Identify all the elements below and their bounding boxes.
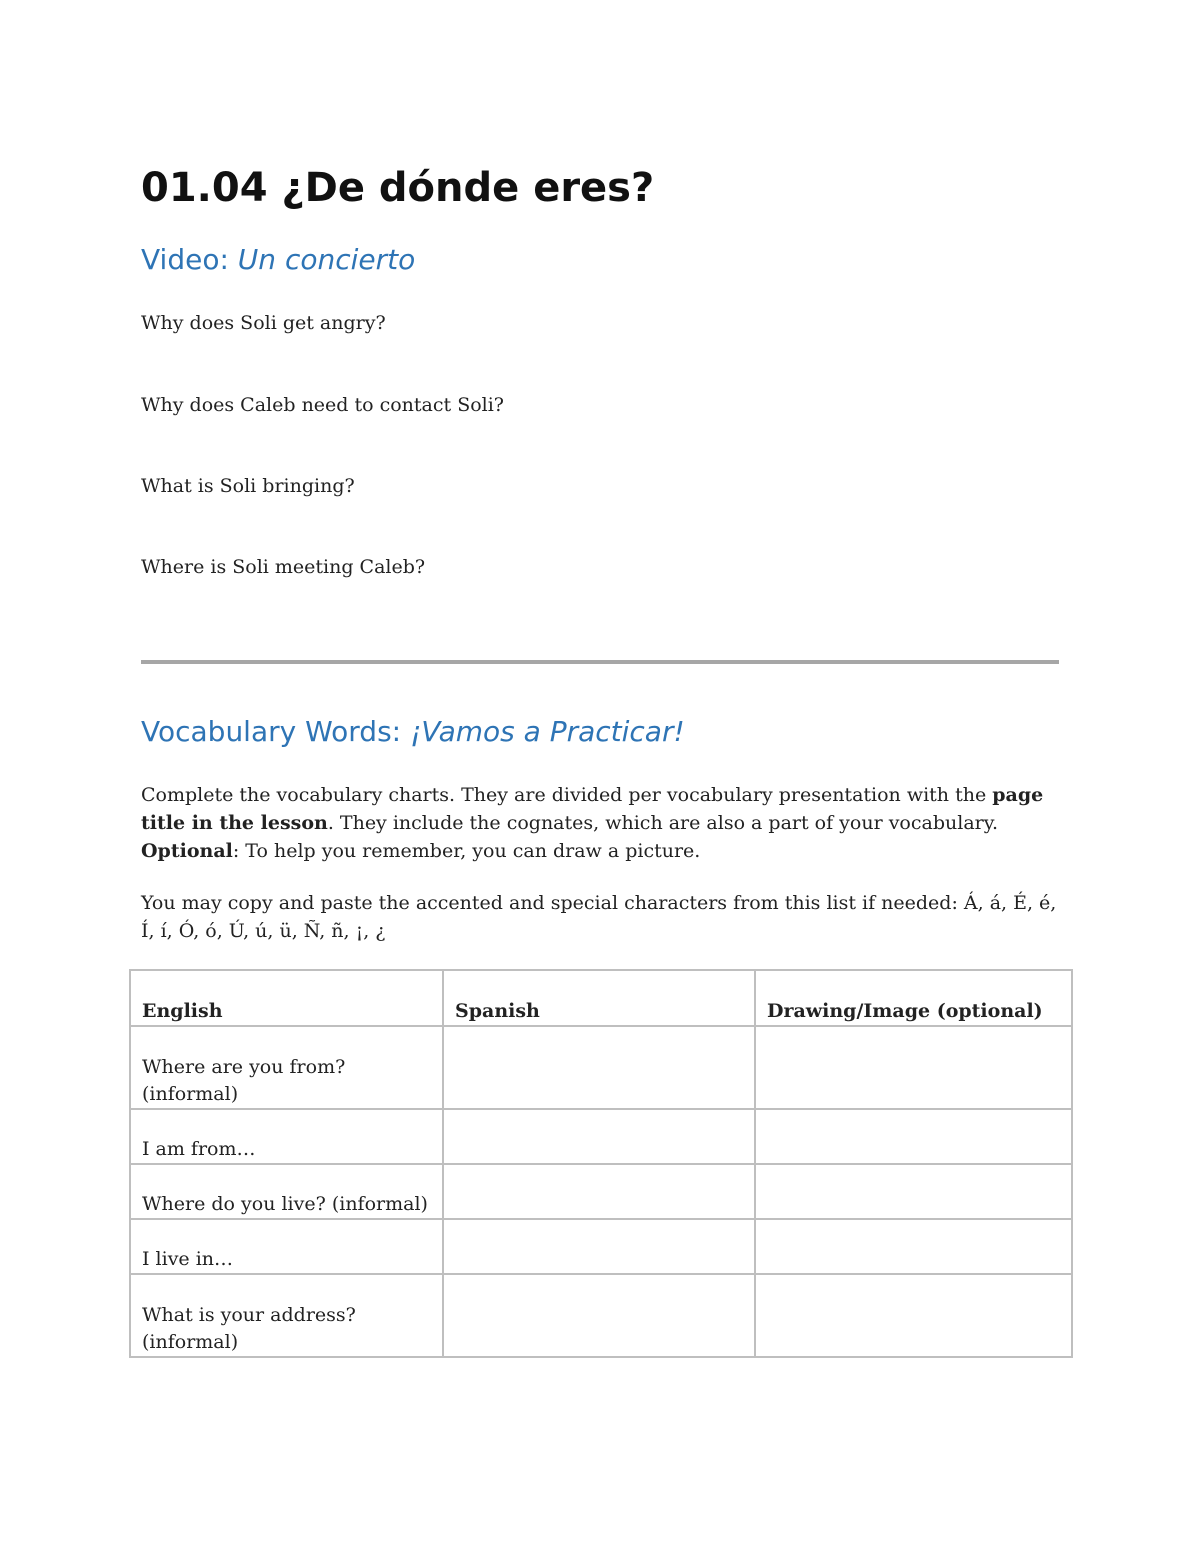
- spanish-cell[interactable]: [443, 1026, 755, 1109]
- table-row: [130, 1219, 1072, 1274]
- english-cell: I am from…: [130, 1109, 443, 1164]
- english-cell: I live in…: [130, 1219, 443, 1274]
- spanish-cell[interactable]: [443, 1219, 755, 1274]
- instructions-bold-page-title: page title in the lesson: [141, 784, 1044, 834]
- vocab-instructions: [141, 781, 1061, 865]
- spanish-cell[interactable]: [443, 1109, 755, 1164]
- vocabulary-table: [129, 969, 1073, 1358]
- header-drawing: Drawing/Image (optional): [755, 970, 1072, 1026]
- instructions-text-3: : To help you remember, you can draw a picture.: [232, 840, 701, 862]
- instructions-text-1: Complete the vocabulary charts. They are divided per vocabulary presentation with the: [141, 784, 993, 806]
- header-english: English: [130, 970, 443, 1026]
- section-divider: [141, 660, 1059, 664]
- header-spanish: Spanish: [443, 970, 755, 1026]
- table-row: [130, 1164, 1072, 1219]
- vocab-heading-prefix: Vocabulary Words:: [141, 715, 410, 748]
- spanish-cell[interactable]: [443, 1164, 755, 1219]
- table-header-row: [130, 970, 1072, 1026]
- english-cell: Where do you live? (informal): [130, 1164, 443, 1219]
- drawing-cell[interactable]: [755, 1274, 1072, 1357]
- vocab-heading-title: ¡Vamos a Practicar!: [410, 715, 685, 748]
- video-question-4: Where is Soli meeting Caleb?: [141, 556, 426, 578]
- instructions-bold-optional: Optional: [141, 840, 233, 862]
- video-question-3: What is Soli bringing?: [141, 475, 355, 497]
- video-section-heading: [141, 242, 415, 278]
- page-title: 01.04 ¿De dónde eres?: [141, 165, 655, 211]
- video-heading-prefix: Video:: [141, 243, 238, 276]
- drawing-cell[interactable]: [755, 1109, 1072, 1164]
- drawing-cell[interactable]: [755, 1219, 1072, 1274]
- english-cell: What is your address? (informal): [130, 1274, 443, 1357]
- drawing-cell[interactable]: [755, 1026, 1072, 1109]
- vocab-section-heading: [141, 714, 685, 750]
- table-row: [130, 1026, 1072, 1109]
- special-characters-note: You may copy and paste the accented and special characters from this list if needed: Á, á, É, é, Í, í, Ó, ó, Ú, ú, ü, Ñ, ñ, ¡, ¿: [141, 892, 1057, 942]
- video-question-2: Why does Caleb need to contact Soli?: [141, 394, 504, 416]
- drawing-cell[interactable]: [755, 1164, 1072, 1219]
- instructions-text-2: . They include the cognates, which are also a part of your vocabulary.: [327, 812, 998, 834]
- video-question-1: Why does Soli get angry?: [141, 312, 386, 334]
- video-heading-title: Un concierto: [237, 243, 416, 276]
- table-row: [130, 1109, 1072, 1164]
- table-row: [130, 1274, 1072, 1357]
- english-cell: Where are you from? (informal): [130, 1026, 443, 1109]
- spanish-cell[interactable]: [443, 1274, 755, 1357]
